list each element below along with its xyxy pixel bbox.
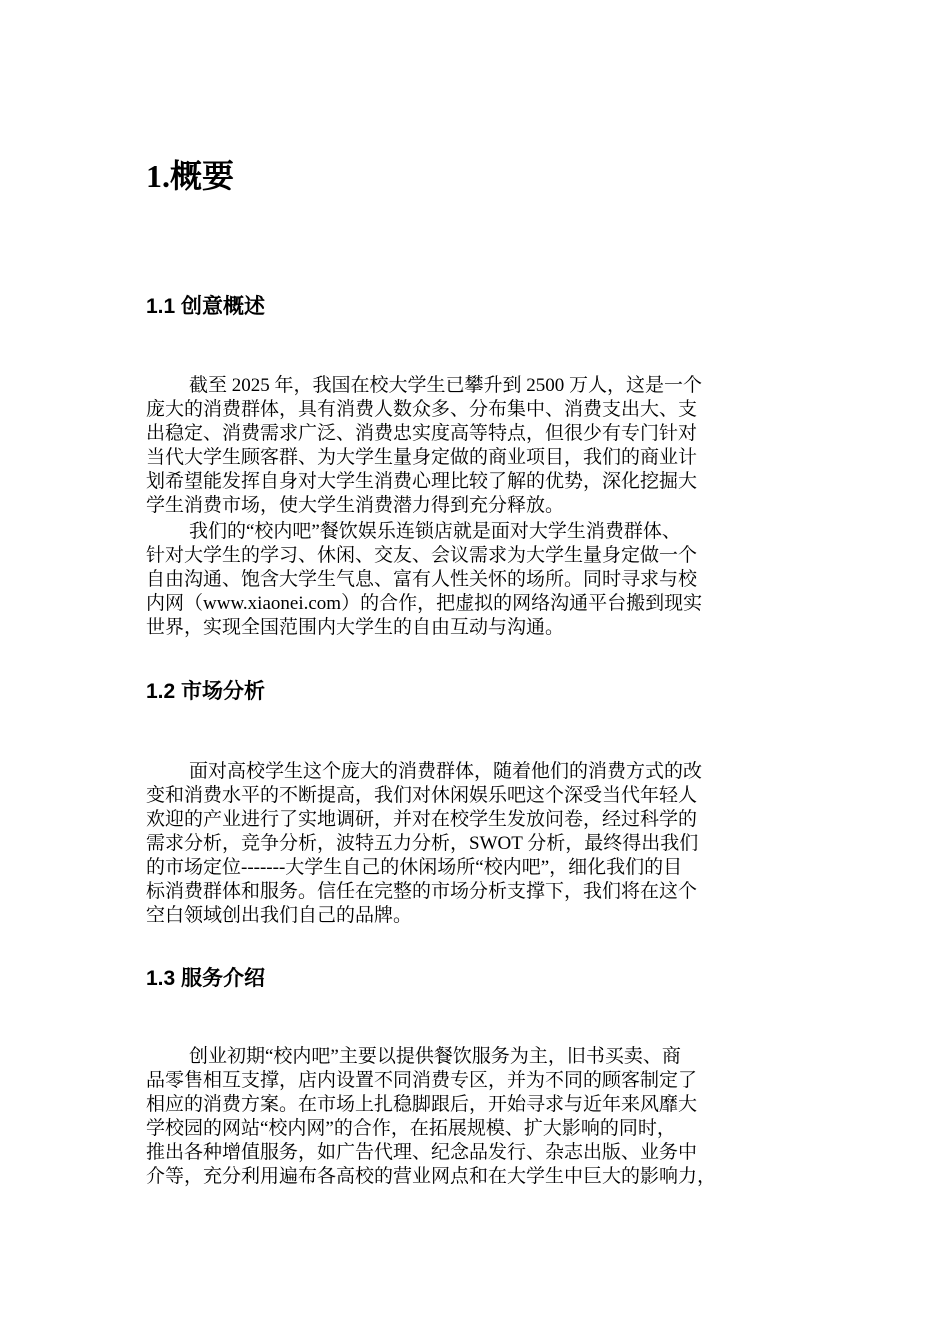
paragraph-line: 变和消费水平的不断提高，我们对休闲娱乐吧这个深受当代年轻人 <box>146 785 698 806</box>
paragraph-line: 划希望能发挥自身对大学生消费心理比较了解的优势，深化挖掘大 <box>146 471 698 492</box>
paragraph-line: 空白领域创出我们自己的品牌。 <box>146 905 413 926</box>
paragraph-1-1-a <box>146 374 836 518</box>
paragraph-1-3 <box>146 1045 836 1189</box>
paragraph-line: 欢迎的产业进行了实地调研，并对在校学生发放问卷，经过科学的 <box>146 809 698 830</box>
paragraph-line: 当代大学生顾客群、为大学生量身定做的商业项目，我们的商业计 <box>146 447 698 468</box>
paragraph-line: 学校园的网站“校内网”的合作，在拓展规模、扩大影响的同时， <box>146 1118 676 1139</box>
paragraph-line: 内网（www.xiaonei.com）的合作，把虚拟的网络沟通平台搬到现实 <box>146 593 703 614</box>
paragraph-line: 我们的“校内吧”餐饮娱乐连锁店就是面对大学生消费群体、 <box>189 521 681 542</box>
paragraph-line: 创业初期“校内吧”主要以提供餐饮服务为主，旧书买卖、商 <box>189 1046 681 1067</box>
paragraph-line: 世界，实现全国范围内大学生的自由互动与沟通。 <box>146 617 565 638</box>
paragraph-1-1-b <box>146 520 836 640</box>
paragraph-line: 庞大的消费群体，具有消费人数众多、分布集中、消费支出大、支 <box>146 399 698 420</box>
paragraph-1-2 <box>146 760 836 928</box>
page-title: 1.概要 <box>146 158 235 194</box>
section-heading-1-2: 1.2 市场分析 <box>146 680 266 703</box>
paragraph-line: 针对大学生的学习、休闲、交友、会议需求为大学生量身定做一个 <box>146 545 698 566</box>
paragraph-line: 推出各种增值服务，如广告代理、纪念品发行、杂志出版、业务中 <box>146 1142 698 1163</box>
paragraph-line: 标消费群体和服务。信任在完整的市场分析支撑下，我们将在这个 <box>146 881 698 902</box>
section-heading-1-1: 1.1 创意概述 <box>146 295 266 318</box>
paragraph-line: 需求分析，竞争分析，波特五力分析，SWOT 分析，最终得出我们 <box>146 833 699 854</box>
paragraph-line: 面对高校学生这个庞大的消费群体，随着他们的消费方式的改 <box>189 761 703 782</box>
paragraph-line: 学生消费市场，使大学生消费潜力得到充分释放。 <box>146 495 565 516</box>
section-heading-1-3: 1.3 服务介绍 <box>146 967 266 990</box>
paragraph-line: 品零售相互支撑，店内设置不同消费专区，并为不同的顾客制定了 <box>146 1070 698 1091</box>
paragraph-line: 截至 2025 年，我国在校大学生已攀升到 2500 万人，这是一个 <box>189 375 703 396</box>
paragraph-line: 出稳定、消费需求广泛、消费忠实度高等特点，但很少有专门针对 <box>146 423 698 444</box>
paragraph-line: 自由沟通、饱含大学生气息、富有人性关怀的场所。同时寻求与校 <box>146 569 698 590</box>
paragraph-line: 相应的消费方案。在市场上扎稳脚跟后，开始寻求与近年来风靡大 <box>146 1094 698 1115</box>
paragraph-line: 的市场定位-------大学生自己的休闲场所“校内吧”，细化我们的目 <box>146 857 683 878</box>
paragraph-line: 介等，充分利用遍布各高校的营业网点和在大学生中巨大的影响力， <box>146 1166 717 1187</box>
